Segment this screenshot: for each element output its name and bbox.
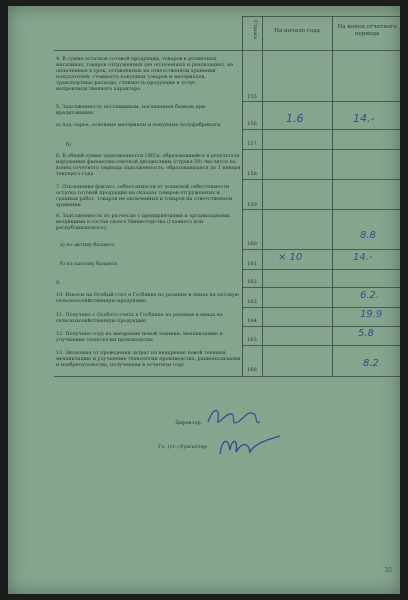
row-text: 10. Взносы на Особый счет в Госбанке по разнице в ценах на оптовую сельскохозяйственную продукцию — [56, 292, 239, 305]
form-sheet — [8, 6, 400, 594]
value-start: × 10 — [278, 252, 303, 263]
row-line — [242, 345, 400, 346]
row-line — [242, 307, 400, 308]
row-text: 12. Получено ссуд на внедрение новой техники, механизацию и улучшение технологии производства — [56, 331, 223, 344]
header-code: Строка — [252, 20, 258, 39]
row-line — [242, 269, 400, 270]
value-end: 6.2. — [360, 290, 380, 301]
row-line — [54, 376, 400, 377]
row-code: 160 — [247, 241, 257, 247]
row-code: 165 — [247, 337, 257, 343]
row-text: 13. Экономия от проведения затрат на внедрение новой техники, механизацию и улучшение технологии производства, рационализации и изобретательства, полученная в отчетном году — [56, 350, 241, 369]
row-text: б) по пассиву баланса — [60, 261, 118, 267]
header-bottom-line — [54, 50, 400, 51]
value-end: 8.2 — [363, 358, 379, 369]
row-line — [242, 101, 400, 102]
row-line — [242, 129, 400, 130]
value-end: 14.- — [353, 112, 375, 125]
value-end: 5.8 — [358, 328, 374, 339]
value-end: 14.- — [353, 252, 373, 263]
row-code: 161 — [247, 261, 257, 267]
row-text: 9. — [56, 280, 61, 286]
accountant-signature — [214, 430, 284, 460]
row-code: 163 — [247, 299, 257, 305]
row-code: 166 — [247, 367, 257, 373]
row-text: 11. Получено с Особого счета в Госбанке по разнице в ценах на сельскохозяйственную продукцию — [56, 312, 223, 325]
row-line — [242, 287, 400, 288]
header-start: На начало года — [274, 28, 320, 34]
director-signature — [204, 402, 264, 432]
col-line-2 — [262, 16, 263, 376]
col-line-3 — [332, 16, 333, 376]
row-text: а) по активу баланса — [60, 242, 115, 248]
row-code: 156 — [247, 121, 257, 127]
header-top-line — [242, 16, 400, 17]
row-text: а) под сырье, основные материалы и покупные полуфабрикаты — [56, 122, 221, 128]
header-end: На конец отчетного периода — [337, 24, 397, 37]
row-code: 155 — [247, 94, 257, 100]
row-code: 164 — [247, 318, 257, 324]
page-number: 35 — [384, 567, 392, 574]
row-line — [242, 249, 400, 250]
row-text: 8. Задолженность по расчетам с предприятиями и организациями, входящими в состав своего Министерства (главного или республиканского): — [56, 213, 231, 232]
row-line — [242, 209, 400, 210]
value-start: 1.6 — [286, 112, 304, 125]
row-text: б) — [66, 142, 71, 148]
director-label: Директор — [175, 420, 201, 426]
row-text: 4. В сумме остатков готовой продукции, товаров в розничных магазинах, товаров отгруженных (не оплаченных и реализация), не оплаченные в срок, оставленных на ответственном хранении покупателей; стоимость покупных товаров и материалов, транспортные расходы; стоимость продукции и услуг непроизводственного характера — [56, 56, 234, 93]
row-text: 5. Задолженность поставщикам, погашенная банком при кредитовании: — [56, 104, 206, 117]
row-line — [242, 326, 400, 327]
row-code: 162 — [247, 279, 257, 285]
row-code: 159 — [247, 202, 257, 208]
row-code: 157 — [247, 141, 257, 147]
row-text: 6. В общей сумме задолженности ОКСа, образовавшейся в результате нарушения финансово-сметной дисциплины (строка 50) числится на конец отчетного периода задолженность, образовавшаяся до 1 января текущего года — [56, 153, 241, 178]
value-end: 19.9 — [360, 309, 383, 320]
value-end: 8.8 — [360, 230, 376, 241]
row-line — [242, 149, 400, 150]
row-text: 7. Отклонение фактич. себестоимости от плановой себестоимости остатка готовой продукции на складах товаров отгруженных и сданных работ, товаров не оплаченных и товаров на ответственном хранении — [56, 184, 233, 209]
row-code: 158 — [247, 171, 257, 177]
row-line — [242, 179, 400, 180]
accountant-label: Гл. (ст.) бухгалтер — [158, 444, 207, 450]
